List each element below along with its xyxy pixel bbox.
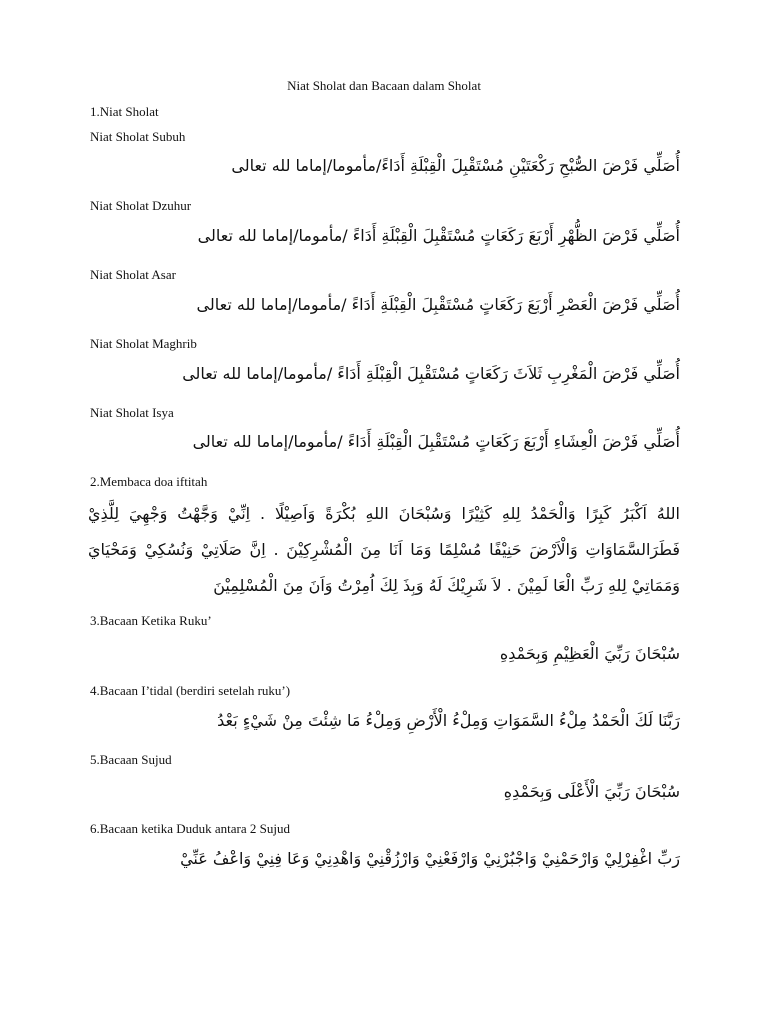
label-niat-maghrib: Niat Sholat Maghrib	[90, 336, 197, 351]
section-heading-niat-sholat: 1.Niat Sholat	[90, 104, 159, 119]
arabic-niat-maghrib: أُصَلِّي فَرْضَ الْمَغْرِبِ ثَلاَثَ رَكَعَاتٍ مُسْتَقْبِلَ الْقِبْلَةِ أَدَاءً /مأموما/إماما لله تعالى	[182, 364, 680, 383]
arabic-ruku: سُبْحَانَ رَبِّيَ الْعَظِيْمِ وَبِحَمْدِهِ	[499, 644, 680, 663]
section-heading-duduk-antara-sujud: 6.Bacaan ketika Duduk antara 2 Sujud	[90, 821, 290, 836]
section-heading-ruku: 3.Bacaan Ketika Ruku’	[90, 613, 212, 628]
arabic-niat-dzuhur: أُصَلِّي فَرْضَ الظُّهْرِ أَرْبَعَ رَكَعَاتٍ مُسْتَقْبِلَ الْقِبْلَةِ أَدَاءً /مأموما/إماما لله تعالى	[197, 226, 680, 245]
section-heading-doa-iftitah: 2.Membaca doa iftitah	[90, 474, 208, 489]
label-niat-dzuhur: Niat Sholat Dzuhur	[90, 198, 192, 213]
arabic-duduk-antara-sujud: رَبِّ اغْفِرْلِيْ وَارْحَمْنِيْ وَاجْبُرْنِيْ وَارْفَعْنِيْ وَارْزُقْنِيْ وَاهْدِنِيْ وَعَا فِنِيْ وَاعْفُ عَنِّيْ	[180, 849, 680, 868]
label-niat-isya: Niat Sholat Isya	[90, 405, 174, 420]
arabic-itidal: رَبَّنَا لَكَ الْحَمْدُ مِلْءُ السَّمَوَاتِ وَمِلْءُ الْأَرْضِ وَمِلْءُ مَا شِئْتَ مِنْ شَيْءٍ بَعْدُ	[217, 711, 680, 730]
arabic-sujud: سُبْحَانَ رَبِّيَ الْأَعْلَى وَبِحَمْدِهِ	[503, 782, 680, 801]
arabic-niat-subuh: أُصَلِّي فَرْضَ الصُّبْحِ رَكْعَتَيْنِ مُسْتَقْبِلَ الْقِبْلَةِ أَدَاءً/مأموما/إماما لله تعالى	[231, 156, 680, 175]
document-title: Niat Sholat dan Bacaan dalam Sholat	[287, 78, 481, 93]
label-niat-asar: Niat Sholat Asar	[90, 267, 176, 282]
label-niat-subuh: Niat Sholat Subuh	[90, 129, 186, 144]
arabic-doa-iftitah: اللهُ اَكْبَرُ كَبِرًا وَالْحَمْدُ لِلهِ كَثِيْرًا وَسُبْحَانَ اللهِ بُكْرَةً وَاَصِيْلًا . اِنِّيْ وَجَّهْتُ وَجْهِيَ لِلَّذِيْ فَطَرَالسَّمَاوَاتِ وَالْاَرْضَ حَنِيْفًا مُسْلِمًا وَمَا اَنَا مِنَ الْمُشْرِكِيْنَ . اِنَّ صَلَاتِيْ وَنُسُكِيْ وَمَحْيَايَ وَمَمَاتِيْ لِلهِ رَبِّ الْعَا لَمِيْنَ . لاَ شَرِيْكَ لَهُ وَبِذَ لِكَ اُمِرْتُ وَاَنَ مِنَ الْمُسْلِمِيْنَ	[88, 504, 680, 595]
section-heading-sujud: 5.Bacaan Sujud	[90, 752, 172, 767]
arabic-niat-asar: أُصَلِّي فَرْضَ الْعَصْرِ أَرْبَعَ رَكَعَاتٍ مُسْتَقْبِلَ الْقِبْلَةِ أَدَاءً /مأموما/إماما لله تعالى	[196, 295, 680, 314]
section-heading-itidal: 4.Bacaan I’tidal (berdiri setelah ruku’)	[90, 683, 291, 698]
arabic-niat-isya: أُصَلِّي فَرْضَ الْعِشَاءِ أَرْبَعَ رَكَعَاتٍ مُسْتَقْبِلَ الْقِبْلَةِ أَدَاءً /مأموما/إماما لله تعالى	[192, 432, 680, 451]
